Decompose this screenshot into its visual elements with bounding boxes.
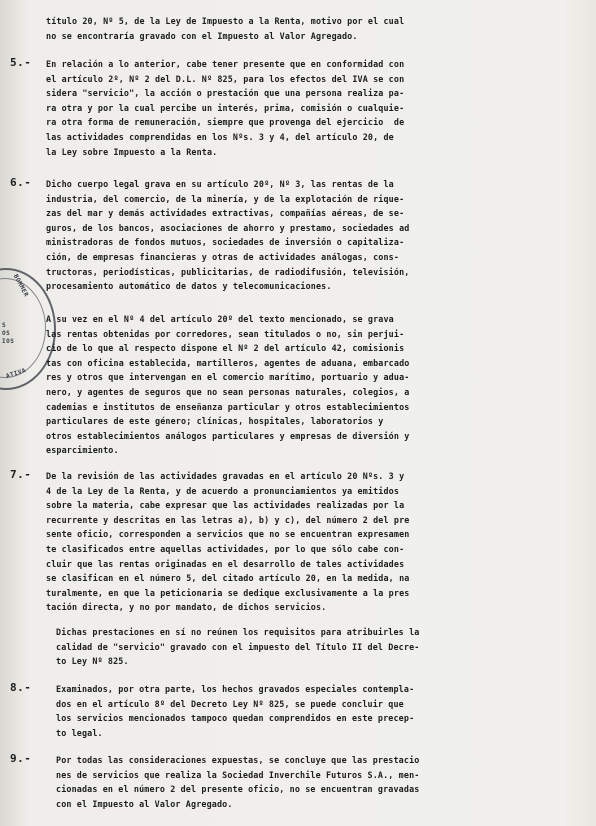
paragraph-number: 8.- xyxy=(10,681,32,694)
text-line: guros, de los bancos, asociaciones de ahorro y prestamo, sociedades ad xyxy=(46,222,410,233)
text-line: tructoras, periodísticas, publicitarias, de radiodifusión, televisión, xyxy=(46,266,410,277)
stamp-text-top: BOMMER xyxy=(11,273,30,299)
text-line: cio de lo que al respecto dispone el Nº 2 del artículo 42, comisionis xyxy=(46,343,405,354)
text-line: to legal. xyxy=(56,727,103,738)
text-line: tación directa, y no por mandato, de dichos servicios. xyxy=(46,602,327,613)
text-line: no se encontraría gravado con el Impuesto al Valor Agregado. xyxy=(46,30,358,41)
text-line: cionadas en el número 2 del presente oficio, no se encuentran gravadas xyxy=(56,784,420,795)
text-line: sobre la materia, cabe expresar que las actividades realizadas por la xyxy=(46,500,405,511)
text-line: los servicios mencionados tampoco quedan comprendidos en este precep- xyxy=(56,713,415,724)
text-line: 4 de la Ley de la Renta, y de acuerdo a pronunciamientos ya emitidos xyxy=(46,485,400,496)
text-line: ra otra y por la cual percibe un interés, prima, comisión o cualquie- xyxy=(46,102,405,113)
text-line: Por todas las consideraciones expuestas, se concluye que las prestacio xyxy=(56,755,420,765)
text-line: Examinados, por otra parte, los hechos gravados especiales contempla- xyxy=(56,684,415,694)
text-line: nero, y agentes de seguros que no sean personas naturales, colegios, a xyxy=(46,387,410,397)
text-line: ministradoras de fondos mutuos, sociedades de inversión o capitaliza- xyxy=(46,237,405,248)
text-line: te clasificados entre aquellas actividades, por lo que sólo cabe con- xyxy=(46,544,405,554)
text-line: A su vez en el Nº 4 del artículo 20º del texto mencionado, se grava xyxy=(46,314,394,324)
text-line: recurrente y descritas en las letras a), b) y c), del número 2 del pre xyxy=(46,514,410,525)
text-line: otros establecimientos análogos particulares y empresas de diversión y xyxy=(46,430,410,441)
text-line: zas del mar y demás actividades extractivas, compañías aéreas, de se- xyxy=(46,208,405,219)
text-line: las actividades comprendidas en los Nºs. 3 y 4, del artículo 20, de xyxy=(46,132,394,142)
text-line: calidad de "servicio" gravado con el impuesto del Título II del Decre- xyxy=(56,641,420,652)
paragraph-number: 9.- xyxy=(10,752,32,765)
text-line: Dichas prestaciones en sí no reúnen los requisitos para atribuirles la xyxy=(56,627,420,637)
text-line: particulares de este género; clínicas, hospitales, laboratorios y xyxy=(46,416,384,427)
paragraph-number: 6.- xyxy=(10,176,32,189)
text-line: el artículo 2º, Nº 2 del D.L. Nº 825, para los efectos del IVA se con xyxy=(46,73,405,84)
text-line: con el Impuesto al Valor Agregado. xyxy=(56,798,233,809)
text-line: turalmente, en que la peticionaria se dedique exclusivamente a la pres xyxy=(46,587,410,598)
text-line: industria, del comercio, de la minería, y de la explotación de rique- xyxy=(46,193,405,204)
text-line: las rentas obtenidas por corredores, sean titulados o no, sin perjui- xyxy=(46,328,405,339)
text-line: se clasifican en el número 5, del citado artículo 20, en la medida, na xyxy=(46,573,410,584)
text-line: dos en el artículo 8º del Decreto Ley Nº 825, se puede concluir que xyxy=(56,698,404,709)
text-line: tas con oficina establecida, martilleros, agentes de aduana, embarcado xyxy=(46,357,410,368)
text-line: procesamiento automático de datos y telecomunicaciones. xyxy=(46,281,332,292)
text-line: En relación a lo anterior, cabe tener presente que en conformidad con xyxy=(46,59,405,69)
text-line: cluir que las rentas originadas en el desarrollo de tales actividades xyxy=(46,558,405,569)
text-line: to Ley Nº 825. xyxy=(56,656,129,667)
text-line: título 20, Nº 5, de la Ley de Impuesto a la Renta, motivo por el cual xyxy=(46,16,405,26)
text-line: res y otros que intervengan en el comercio marítimo, portuario y adua- xyxy=(46,372,410,383)
stamp-text-middle: S OS IOS xyxy=(2,322,15,345)
text-line: ción, de empresas financieras y otras de actividades análogas, cons- xyxy=(46,252,400,262)
text-line: cademias e institutos de enseñanza particular y otros establecimientos xyxy=(46,401,410,412)
text-line: nes de servicios que realiza la Sociedad Inverchile Futuros S.A., men- xyxy=(56,769,420,780)
text-line: sente oficio, corresponden a servicios que no se encuentran expresamen xyxy=(46,529,410,540)
text-line: sidera "servicio", la acción o prestación que una persona realiza pa- xyxy=(46,88,405,99)
stamp-text-bottom: ATIVA xyxy=(5,367,27,381)
text-line: ra otra forma de remuneración, siempre que provenga del ejercicio de xyxy=(46,117,405,128)
paragraph-number: 7.- xyxy=(10,468,32,481)
text-line: De la revisión de las actividades gravadas en el artículo 20 Nºs. 3 y xyxy=(46,471,405,481)
text-line: esparcimiento. xyxy=(46,445,119,456)
paragraph-number: 5.- xyxy=(10,56,32,69)
text-line: la Ley sobre Impuesto a la Renta. xyxy=(46,146,218,157)
text-line: Dicho cuerpo legal grava en su artículo 20º, Nº 3, las rentas de la xyxy=(46,179,394,189)
